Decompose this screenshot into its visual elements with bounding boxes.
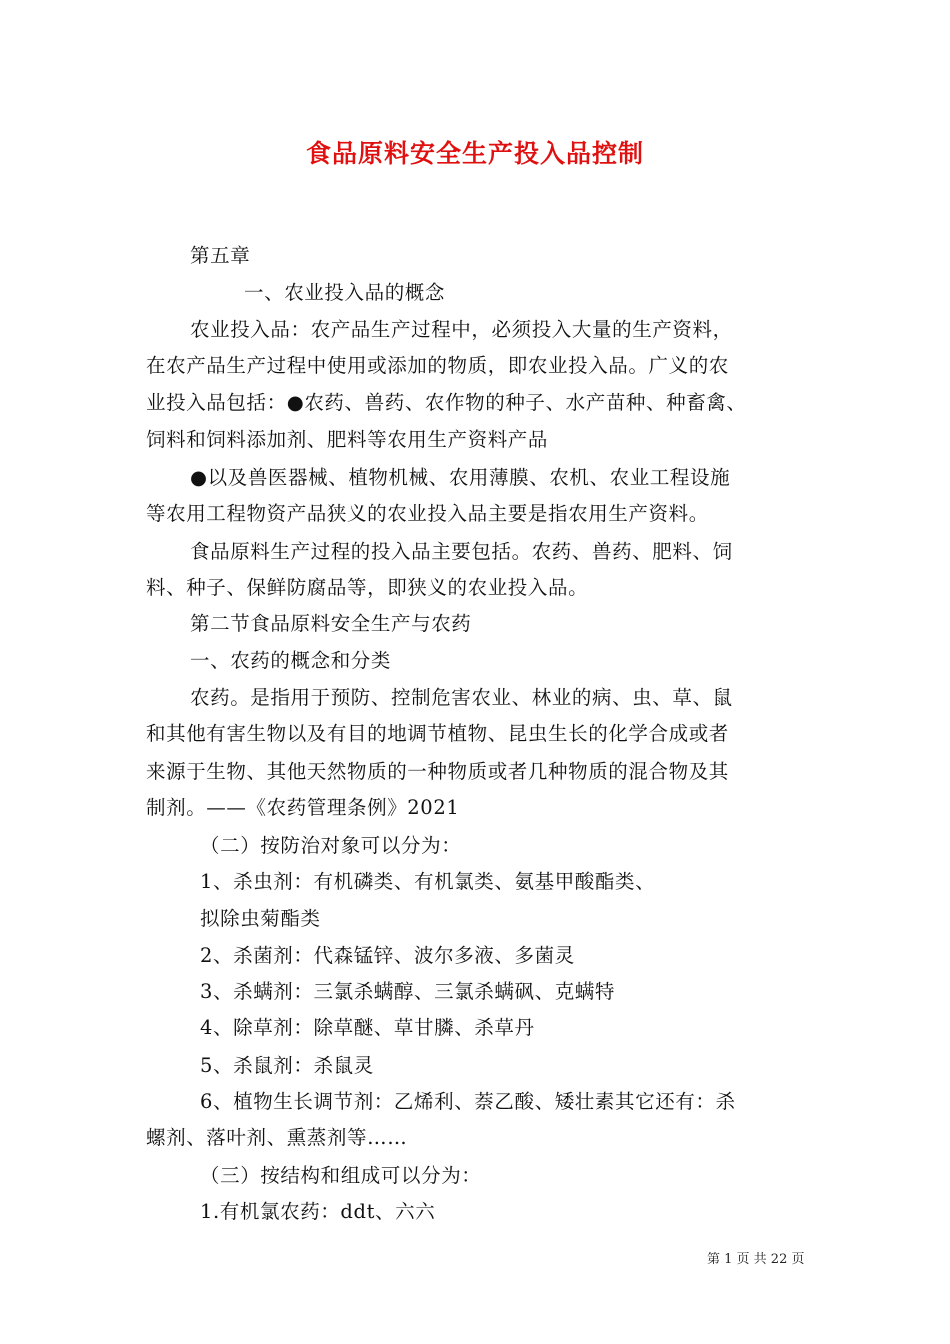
list-item: 5、杀鼠剂：杀鼠灵 [200, 1054, 374, 1077]
list-item: 1.有机氯农药：ddt、六六 [200, 1200, 436, 1223]
section-heading: 一、农业投入品的概念 [244, 281, 446, 304]
paragraph-line: 来源于生物、其他天然物质的一种物质或者几种物质的混合物及其 [146, 760, 729, 783]
document-title: 食品原料安全生产投入品控制 [305, 139, 644, 168]
list-item: 4、除草剂：除草醚、草甘膦、杀草丹 [200, 1016, 535, 1039]
subsection-heading: （二）按防治对象可以分为： [200, 834, 462, 857]
paragraph-line: ●以及兽医器械、植物机械、农用薄膜、农机、农业工程设施 [190, 466, 731, 489]
paragraph-line: 食品原料生产过程的投入品主要包括。农药、兽药、肥料、饲 [190, 540, 733, 563]
paragraph-line: 农业投入品：农产品生产过程中，必须投入大量的生产资料， [190, 318, 733, 341]
paragraph-line: 农药。是指用于预防、控制危害农业、林业的病、虫、草、鼠 [190, 686, 733, 709]
chapter-heading: 第五章 [190, 244, 251, 267]
paragraph-line: 制剂。——《农药管理条例》2021 [146, 796, 460, 819]
paragraph-line: 料、种子、保鲜防腐品等，即狭义的农业投入品。 [146, 576, 589, 599]
paragraph-line: 饲料和饲料添加剂、肥料等农用生产资料产品 [146, 428, 549, 451]
page-number: 第 1 页 共 22 页 [707, 1252, 805, 1267]
section-heading: 第二节食品原料安全生产与农药 [190, 612, 472, 635]
paragraph-line: 和其他有害生物以及有目的地调节植物、昆虫生长的化学合成或者 [146, 722, 729, 745]
list-item: 6、植物生长调节剂：乙烯利、萘乙酸、矮壮素其它还有：杀 [200, 1090, 736, 1113]
paragraph-line: 等农用工程物资产品狭义的农业投入品主要是指农用生产资料。 [146, 502, 709, 525]
list-item: 2、杀菌剂：代森锰锌、波尔多液、多菌灵 [200, 944, 575, 967]
paragraph-line: 在农产品生产过程中使用或添加的物质，即农业投入品。广义的农 [146, 354, 729, 377]
paragraph-line: 业投入品包括：●农药、兽药、农作物的种子、水产苗种、种畜禽、 [146, 391, 747, 414]
list-item: 螺剂、落叶剂、熏蒸剂等…… [146, 1126, 408, 1149]
list-item: 拟除虫菊酯类 [200, 907, 321, 930]
list-item: 1、杀虫剂：有机磷类、有机氯类、氨基甲酸酯类、 [200, 870, 656, 893]
subsection-heading: （三）按结构和组成可以分为： [200, 1164, 482, 1187]
list-item: 3、杀螨剂：三氯杀螨醇、三氯杀螨砜、克螨特 [200, 980, 616, 1003]
section-heading: 一、农药的概念和分类 [190, 649, 392, 672]
